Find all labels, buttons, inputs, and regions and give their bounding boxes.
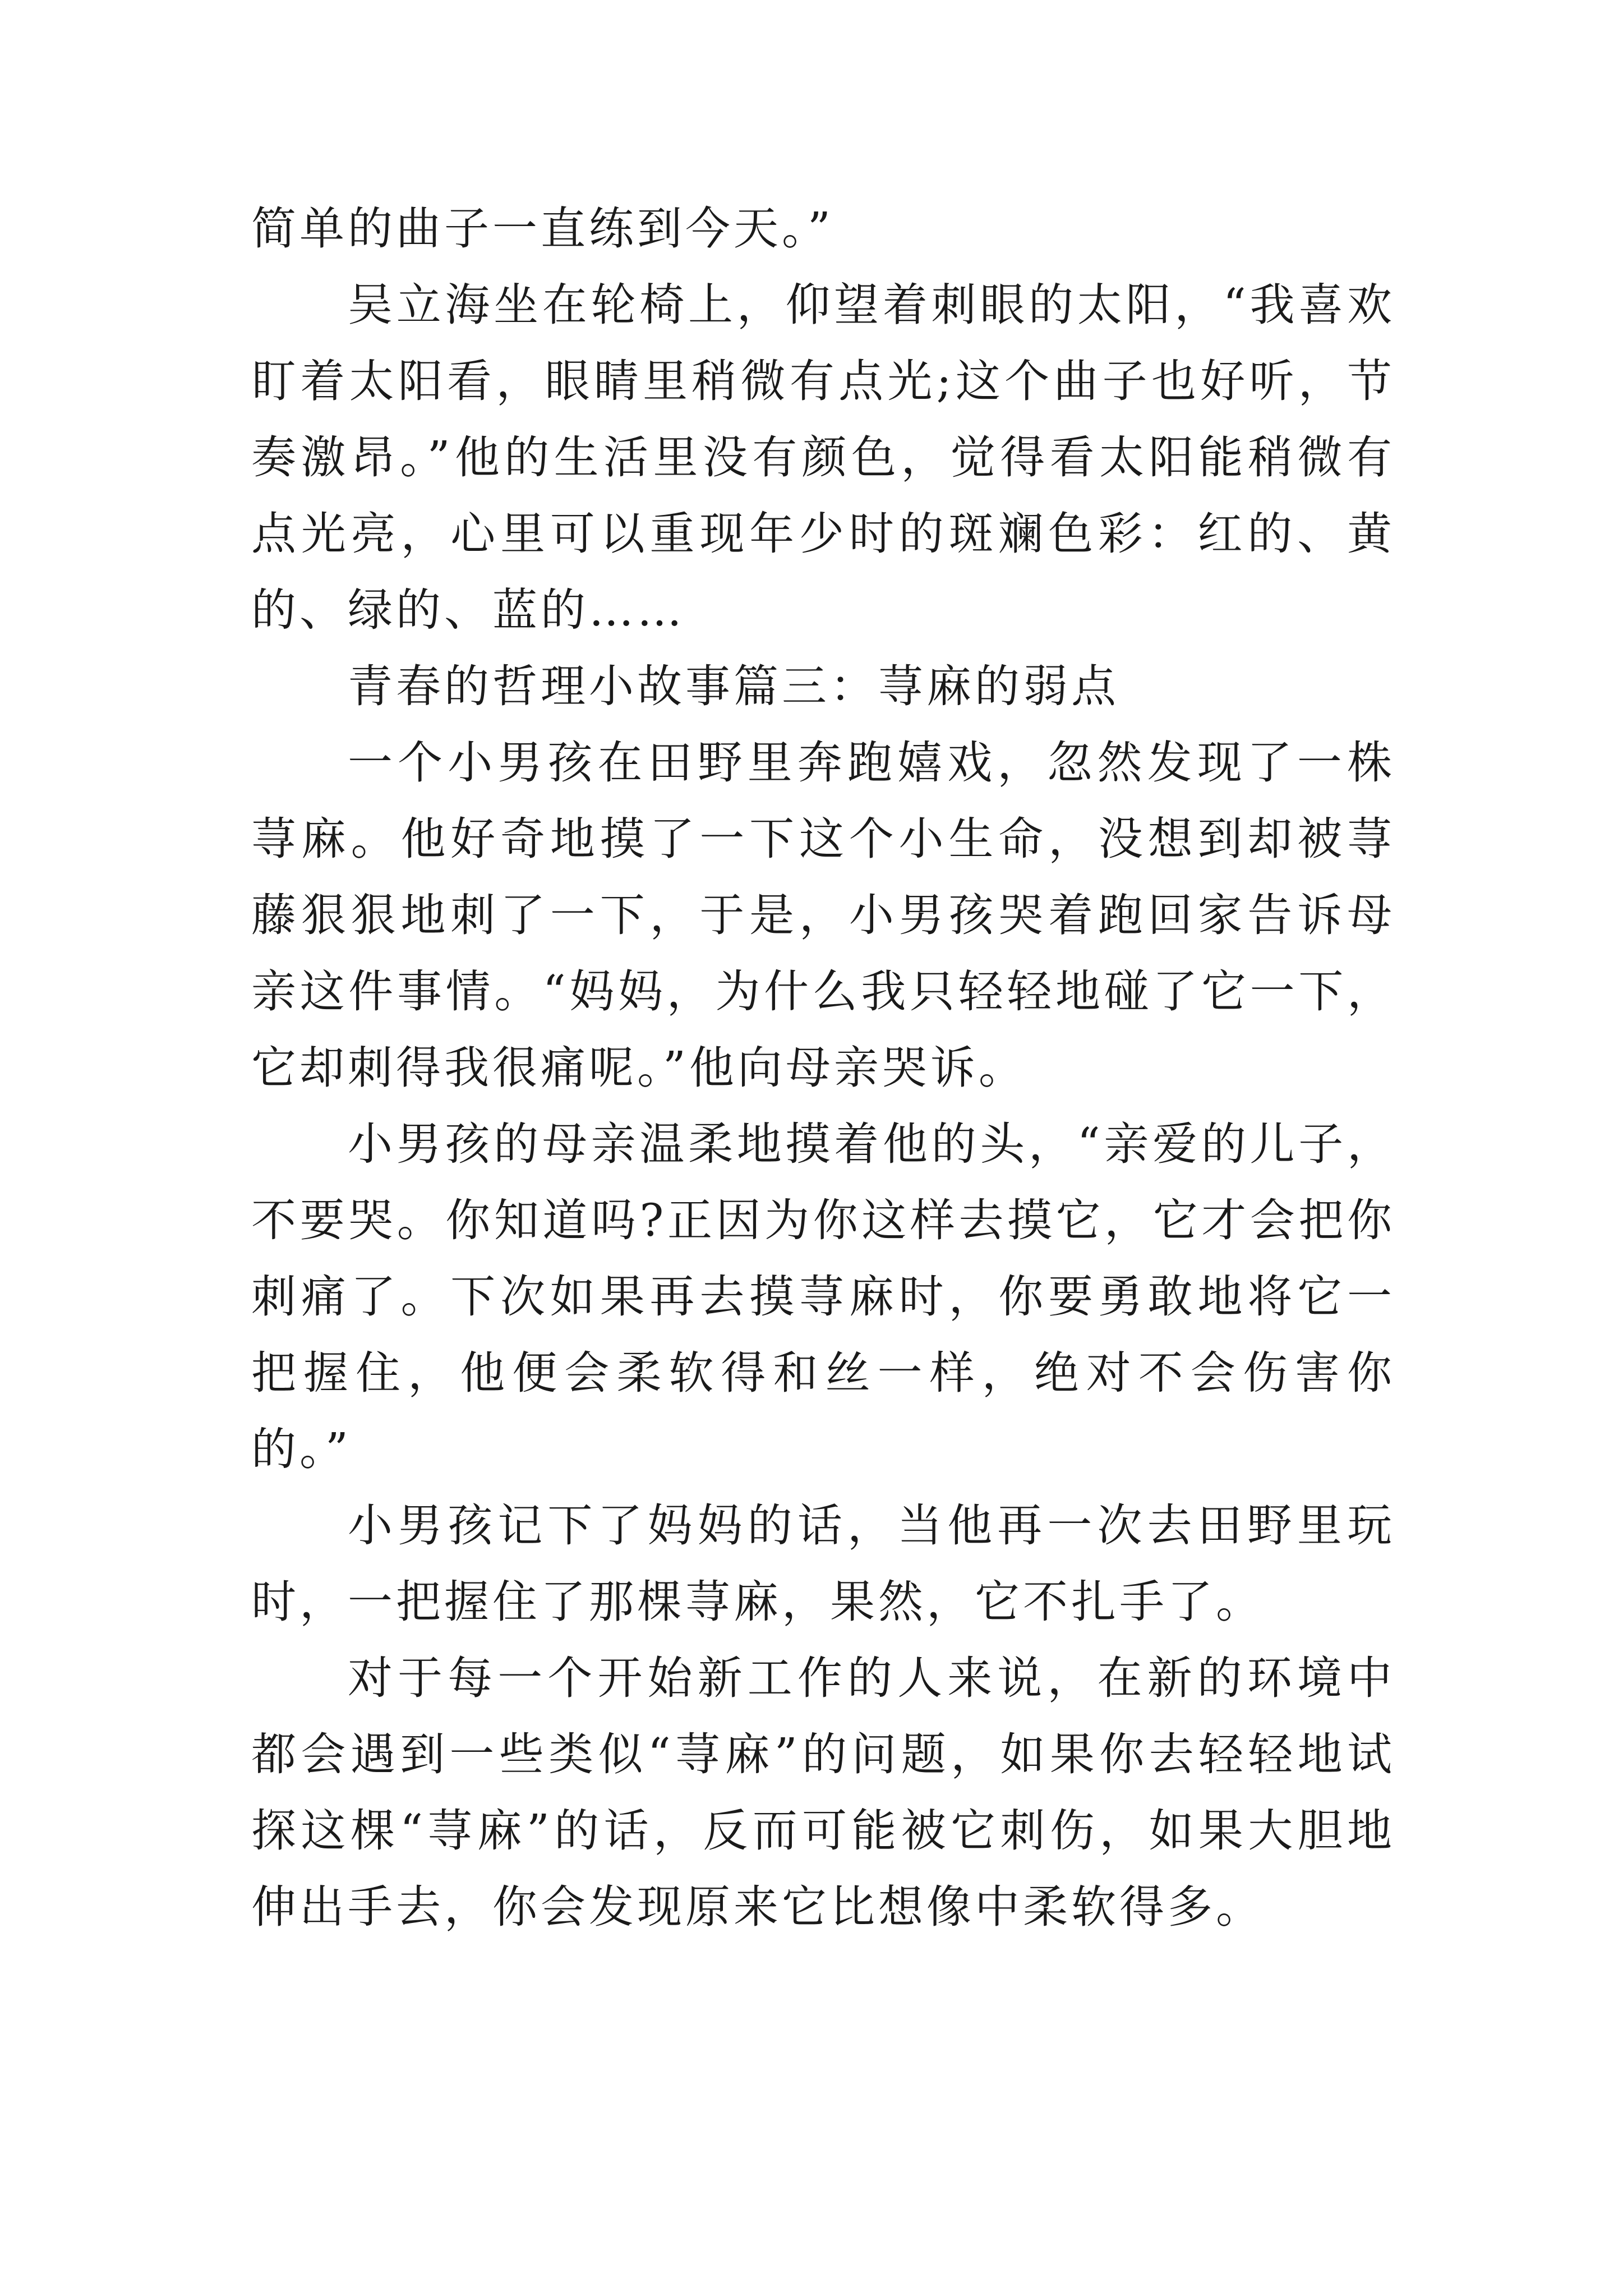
paragraph-wu-lihai: 吴立海坐在轮椅上，仰望着刺眼的太阳，“我喜欢盯着太阳看，眼睛里稍微有点光;这个曲子也好听，节奏激昂。”他的生活里没有颜色，觉得看太阳能稍微有点光亮，心里可以重现年少时的斑斓色彩：红的、黄的、绿的、蓝的…… [251, 279, 1395, 636]
section-heading: 青春的哲理小故事篇三：荨麻的弱点 [348, 660, 1119, 712]
paragraph-boy-grasp: 小男孩记下了妈妈的话，当他再一次去田野里玩时，一把握住了那棵荨麻，果然，它不扎手了。 [251, 1499, 1395, 1628]
paragraph-continuation: 简单的曲子一直练到今天。” [251, 203, 834, 255]
paragraph-moral: 对于每一个开始新工作的人来说，在新的环境中都会遇到一些类似“荨麻”的问题，如果你去轻轻地试探这棵“荨麻”的话，反而可能被它刺伤，如果大胆地伸出手去，你会发现原来它比想像中柔软得多。 [251, 1652, 1395, 1933]
body-text [251, 191, 1395, 1945]
paragraph-boy-nettle: 一个小男孩在田野里奔跑嬉戏，忽然发现了一株荨麻。他好奇地摸了一下这个小生命，没想到却被荨藤狠狠地刺了一下，于是，小男孩哭着跑回家告诉母亲这件事情。“妈妈，为什么我只轻轻地碰了它一下，它却刺得我很痛呢。”他向母亲哭诉。 [251, 737, 1395, 1094]
paragraph-mother-advice: 小男孩的母亲温柔地摸着他的头，“亲爱的儿子，不要哭。你知道吗?正因为你这样去摸它，它才会把你刺痛了。下次如果再去摸荨麻时，你要勇敢地将它一把握住，他便会柔软得和丝一样，绝对不会伤害你的。” [251, 1118, 1395, 1475]
